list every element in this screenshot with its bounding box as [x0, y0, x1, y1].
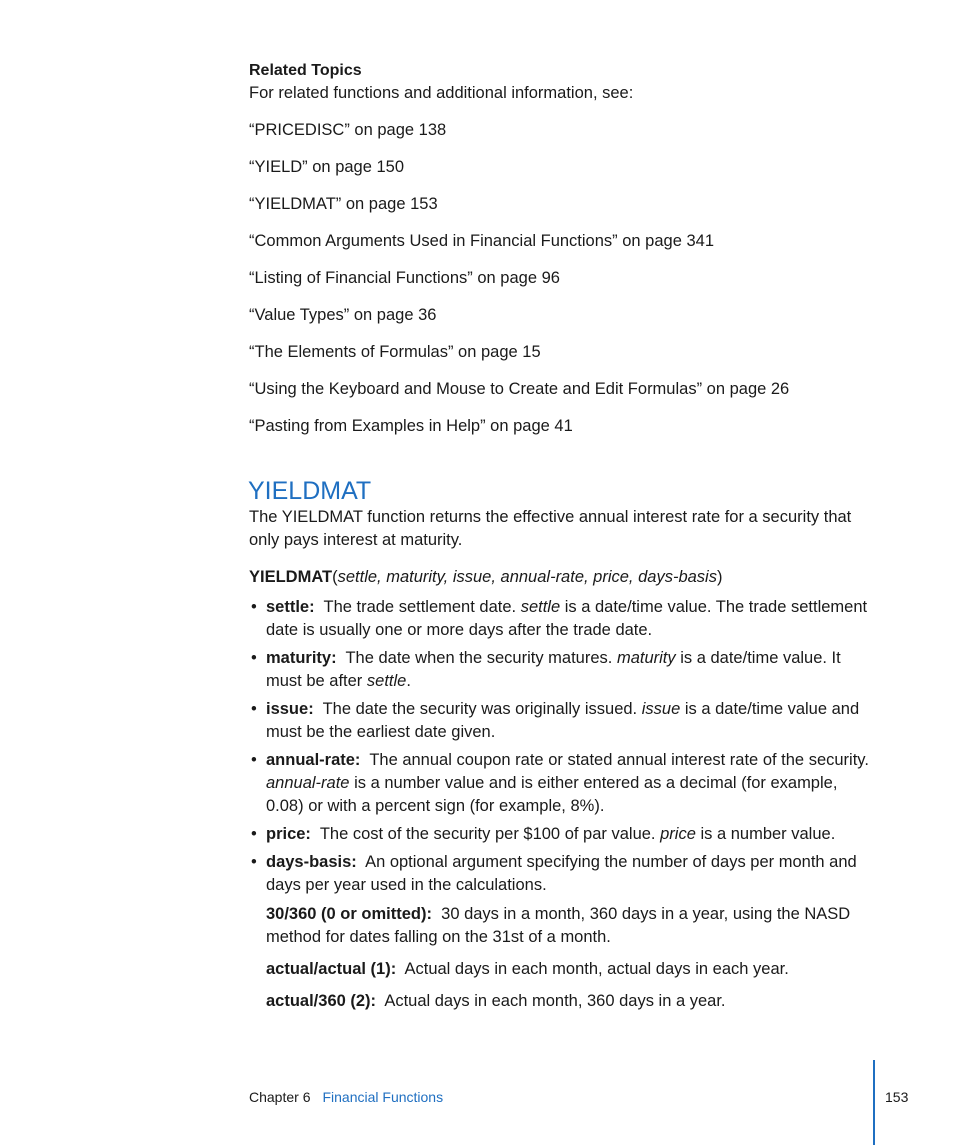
argument-text: The cost of the security per $100 of par value. — [319, 825, 656, 843]
argument-text: The date when the security matures. — [345, 649, 613, 667]
option-term: 30/360 (0 or omitted): — [266, 905, 432, 923]
arguments-list — [249, 596, 874, 902]
related-link[interactable]: “The Elements of Formulas” on page 15 — [249, 343, 541, 361]
argument-settle — [249, 596, 874, 642]
argument-text: is a date/time value and must be the earliest date given. — [266, 700, 860, 741]
argument-italic: annual-rate — [266, 774, 350, 792]
related-link[interactable]: “Value Types” on page 36 — [249, 306, 437, 324]
option-item — [266, 958, 856, 981]
related-link[interactable]: “PRICEDISC” on page 138 — [249, 121, 447, 139]
footer-chapter-label: Chapter 6 — [249, 1089, 311, 1105]
option-term: actual/actual (1): — [266, 960, 397, 978]
argument-text: The date the security was originally issued. — [322, 700, 638, 718]
argument-term: settle: — [266, 598, 315, 616]
function-description: The YIELDMAT function returns the effective annual interest rate for a security that only pays interest at maturity. — [249, 508, 852, 549]
argument-text: is a date/time value. It must be after — [266, 649, 841, 690]
argument-text: is a date/time value. The trade settlement date is usually one or more days after the trade date. — [266, 598, 868, 639]
bullet-icon: • — [251, 751, 257, 769]
days-basis-options — [266, 903, 856, 1022]
argument-text: is a number value and is either entered as a decimal (for example, 0.08) or with a percent sign (for example, 8%). — [266, 774, 838, 815]
argument-price — [249, 823, 874, 846]
bullet-icon: • — [251, 598, 257, 616]
bullet-icon: • — [251, 649, 257, 667]
argument-days-basis — [249, 851, 874, 897]
page-number: 153 — [885, 1089, 909, 1105]
option-item — [266, 990, 856, 1013]
footer-chapter — [249, 1088, 443, 1106]
footer-chapter-link[interactable]: Financial Functions — [322, 1089, 444, 1105]
related-link[interactable]: “YIELD” on page 150 — [249, 158, 405, 176]
function-syntax — [249, 566, 722, 589]
argument-italic: maturity — [616, 649, 676, 667]
argument-term: issue: — [266, 700, 314, 718]
argument-text: An optional argument specifying the number of days per month and days per year used in the calculations. — [266, 853, 857, 894]
related-link[interactable]: “Using the Keyboard and Mouse to Create and Edit Formulas” on page 26 — [249, 380, 790, 398]
argument-term: days-basis: — [266, 853, 357, 871]
option-text: 30 days in a month, 360 days in a year, using the NASD method for dates falling on the 31st of a month. — [266, 905, 851, 946]
function-title: YIELDMAT — [248, 477, 372, 505]
bullet-icon: • — [251, 700, 257, 718]
syntax-function-name: YIELDMAT — [249, 568, 333, 586]
argument-text: The trade settlement date. — [323, 598, 517, 616]
argument-term: price: — [266, 825, 311, 843]
option-text: Actual days in each month, 360 days in a year. — [384, 992, 726, 1010]
related-topics-list — [249, 119, 789, 452]
argument-issue — [249, 698, 874, 744]
related-link[interactable]: “Pasting from Examples in Help” on page 41 — [249, 417, 573, 435]
argument-text: is a number value. — [700, 825, 836, 843]
related-link[interactable]: “Listing of Financial Functions” on page 96 — [249, 269, 560, 287]
syntax-close-paren: ) — [716, 568, 723, 586]
argument-annual-rate — [249, 749, 874, 818]
bullet-icon: • — [251, 853, 257, 871]
argument-term: maturity: — [266, 649, 337, 667]
argument-italic: settle — [366, 672, 407, 690]
footer-divider — [873, 1060, 875, 1145]
option-term: actual/360 (2): — [266, 992, 377, 1010]
option-item — [266, 903, 856, 949]
related-topics-heading: Related Topics — [249, 62, 362, 79]
argument-text: . — [406, 672, 411, 690]
related-link[interactable]: “YIELDMAT” on page 153 — [249, 195, 438, 213]
argument-italic: settle — [520, 598, 561, 616]
related-topics-intro: For related functions and additional information, see: — [249, 84, 634, 102]
related-link[interactable]: “Common Arguments Used in Financial Functions” on page 341 — [249, 232, 714, 250]
argument-term: annual-rate: — [266, 751, 361, 769]
argument-italic: issue — [641, 700, 681, 718]
argument-text: The annual coupon rate or stated annual interest rate of the security. — [369, 751, 869, 769]
argument-maturity — [249, 647, 874, 693]
bullet-icon: • — [251, 825, 257, 843]
syntax-open-paren: ( — [332, 568, 338, 586]
option-text: Actual days in each month, actual days in each year. — [404, 960, 789, 978]
syntax-arguments: settle, maturity, issue, annual-rate, price, days-basis — [337, 568, 717, 586]
argument-italic: price — [660, 825, 696, 843]
